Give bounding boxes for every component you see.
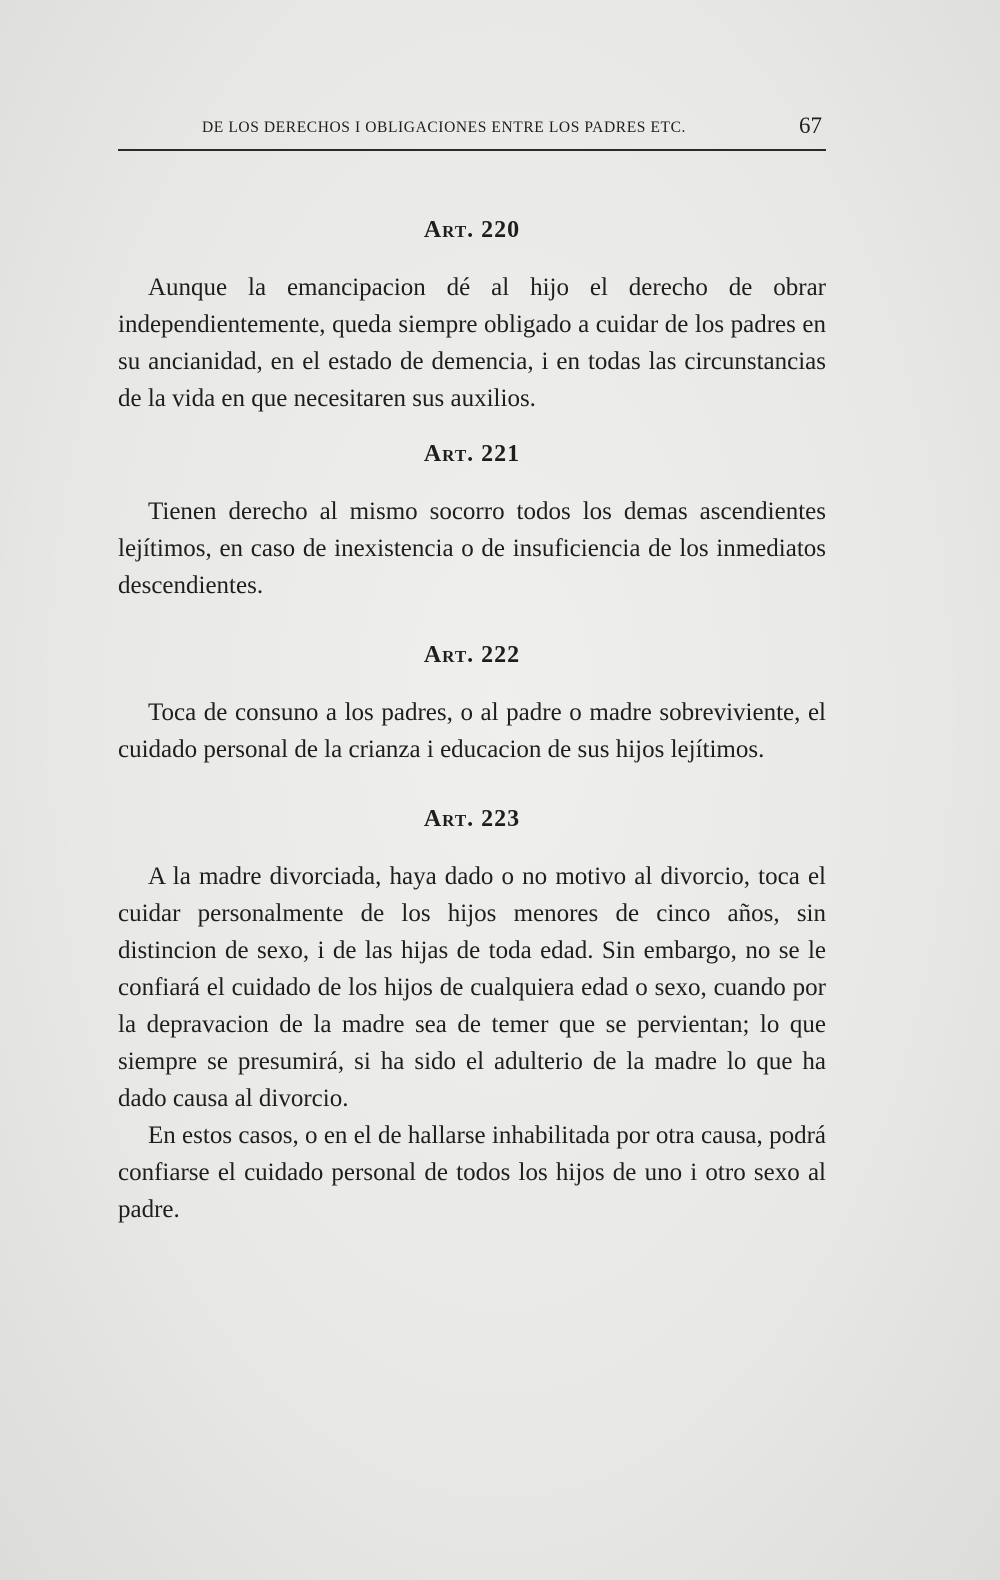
text-block xyxy=(118,205,826,1228)
article-222 xyxy=(118,604,826,768)
article-220 xyxy=(118,205,826,417)
article-label: Art. xyxy=(423,642,475,668)
article-paragraph: Aunque la emancipacion dé al hijo el derecho de obrar independientemente, queda siempre obligado a cuidar de los padres en su ancianidad, en el estado de demencia, i en todas las circunstancias de la vida en que necesitaren sus auxilios. xyxy=(118,274,826,412)
header-rule xyxy=(118,149,826,151)
running-title: DE LOS DERECHOS I OBLIGACIONES ENTRE LOS PADRES ETC. xyxy=(202,119,687,136)
article-heading xyxy=(118,205,826,255)
article-paragraph: Toca de consuno a los padres, o al padre o madre sobreviviente, el cuidado personal de la crianza i educacion de sus hijos lejítimos. xyxy=(118,699,826,763)
article-heading xyxy=(118,630,826,680)
article-221 xyxy=(118,417,826,604)
page-number: 67 xyxy=(799,113,822,138)
article-number: 220 xyxy=(481,217,521,243)
article-number: 222 xyxy=(481,642,521,668)
article-223 xyxy=(118,768,826,1228)
article-label: Art. xyxy=(423,806,475,832)
article-paragraph: A la madre divorciada, haya dado o no motivo al divorcio, toca el cuidar personalmente de los hijos menores de cinco años, sin distincion de sexo, i de las hijas de toda edad. Sin embargo, no se le confiará el cuidado de los hijos de cualquiera edad o sexo, cuando por la depravacion de la madre sea de temer que se pervientan; lo que siempre se presumirá, si ha sido el adulterio de la madre lo que ha dado causa al divorcio. xyxy=(118,863,826,1112)
article-number: 223 xyxy=(481,806,521,832)
article-paragraph: En estos casos, o en el de hallarse inhabilitada por otra causa, podrá confiarse el cuidado personal de todos los hijos de uno i otro sexo al padre. xyxy=(118,1122,826,1223)
article-label: Art. xyxy=(423,217,475,243)
running-head xyxy=(118,113,828,143)
article-number: 221 xyxy=(481,441,521,467)
article-label: Art. xyxy=(423,441,475,467)
article-heading xyxy=(118,429,826,479)
article-paragraph: Tienen derecho al mismo socorro todos los demas ascendientes lejítimos, en caso de inexistencia o de insuficiencia de los inmediatos descendientes. xyxy=(118,498,826,599)
article-heading xyxy=(118,794,826,844)
